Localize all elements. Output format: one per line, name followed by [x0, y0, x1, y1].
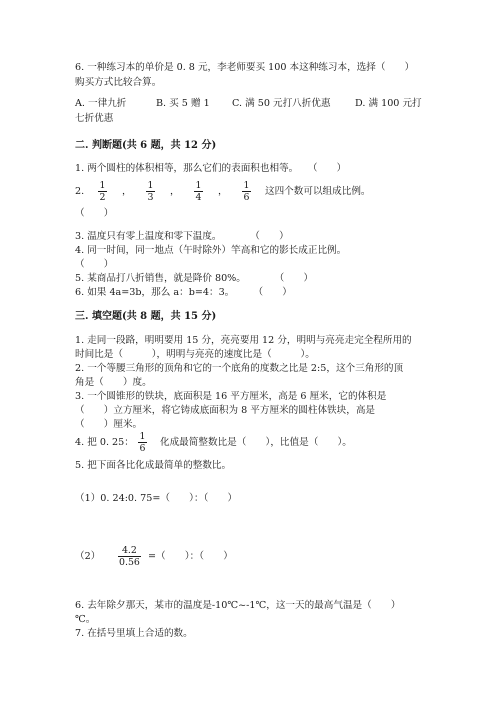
judge-question-2-text: 这四个数可以组成比例。	[265, 186, 371, 197]
denominator: 3	[147, 192, 154, 203]
question-6-line-2: 购买方式比较合算。	[75, 77, 162, 88]
fill-question-2-line-2: 角是（ ）度。	[75, 377, 152, 388]
option-d-continued: 七折优惠	[75, 113, 114, 124]
fill-question-5-part-1: （1）0. 24:0. 75=（ ）：（ ）	[75, 493, 238, 504]
fill-question-1-line-1: 1. 走同一段路，明明要用 15 分，亮亮要用 12 分，明明与亮亮走完全程所用的	[75, 335, 412, 346]
option-d: D. 满 100 元打	[355, 98, 422, 109]
comma-separator: ，	[122, 186, 132, 197]
option-c: C. 满 50 元打八折优惠	[232, 98, 331, 109]
fill-question-1-line-2: 时间比是（ ），明明与亮亮的速度比是（ ）。	[75, 349, 315, 360]
judge-q2-fraction-1	[98, 180, 107, 203]
judge-question-5: 5. 某商品打八折销售，就是降价 80%。 （ ）	[75, 273, 314, 284]
judge-question-1: 1. 两个圆柱的体积相等，那么它们的表面积也相等。 （ ）	[75, 163, 347, 174]
fill-question-3-line-2: （ ）立方厘米，将它铸成底面积为 8 平方厘米的圆柱体铁块，高是	[75, 405, 376, 416]
fill-question-3-line-1: 3. 一个圆锥形的铁块，底面积是 16 平方厘米，高是 6 厘米，它的体积是	[75, 391, 387, 402]
fill-question-6-line-2: ℃。	[75, 614, 96, 625]
fill-question-5: 5. 把下面各比化成最简单的整数比。	[75, 460, 232, 471]
judge-q2-fraction-2	[146, 180, 155, 203]
judge-question-4: 4. 同一时间，同一地点（午时除外）竿高和它的影长成正比例。	[75, 245, 347, 256]
fill-question-4-prefix: 4. 把 0. 25：	[75, 437, 134, 448]
judge-question-2-paren: （ ）	[75, 208, 114, 219]
comma-separator: ，	[170, 186, 180, 197]
fill-q5-fraction	[118, 545, 141, 568]
denominator: 6	[243, 192, 250, 203]
judge-q2-fraction-4	[242, 180, 251, 203]
denominator: 4	[195, 192, 202, 203]
fill-question-6-line-1: 6. 去年除夕那天，某市的温度是-10℃~-1℃，这一天的最高气温是（ ）	[75, 600, 401, 611]
section-3-title: 三. 填空题(共 8 题，共 15 分)	[75, 311, 217, 322]
denominator: 2	[99, 192, 106, 203]
judge-question-4-paren: （ ）	[75, 259, 114, 270]
fill-question-3-line-3: （ ）厘米。	[75, 419, 143, 430]
option-a: A. 一律九折	[75, 98, 127, 109]
numerator: 1	[147, 180, 154, 191]
judge-q2-fraction-3	[194, 180, 203, 203]
numerator: 1	[139, 431, 146, 442]
denominator: 0.56	[119, 557, 140, 568]
comma-separator: ，	[218, 186, 228, 197]
numerator: 1	[195, 180, 202, 191]
numerator: 1	[243, 180, 250, 191]
section-2-title: 二. 判断题(共 6 题，共 12 分)	[75, 140, 217, 151]
denominator: 6	[139, 443, 146, 454]
judge-question-6: 6. 如果 4a=3b，那么 a：b=4：3。 （ ）	[75, 287, 292, 298]
fill-question-2-line-1: 2. 一个等腰三角形的顶角和它的一个底角的度数之比是 2:5，这个三角形的顶	[75, 363, 404, 374]
fill-question-4-text: 化成最简整数比是（ ），比值是（ ）。	[160, 437, 352, 448]
numerator: 1	[99, 180, 106, 191]
fill-q4-fraction	[138, 431, 147, 454]
fill-question-5-part-2-text: =（ ）：（ ）	[148, 551, 233, 562]
judge-question-3: 3. 温度只有零上温度和零下温度。 （ ）	[75, 231, 289, 242]
question-6-line-1: 6. 一种练习本的单价是 0. 8 元，李老师要买 100 本这种练习本，选择（ ）	[75, 62, 415, 73]
option-b: B. 买 5 赠 1	[156, 98, 210, 109]
numerator: 4.2	[121, 545, 137, 556]
judge-question-2-label: 2.	[75, 186, 85, 197]
fill-question-7: 7. 在括号里填上合适的数。	[75, 628, 193, 639]
fill-question-5-part-2-label: （2）	[75, 551, 101, 562]
